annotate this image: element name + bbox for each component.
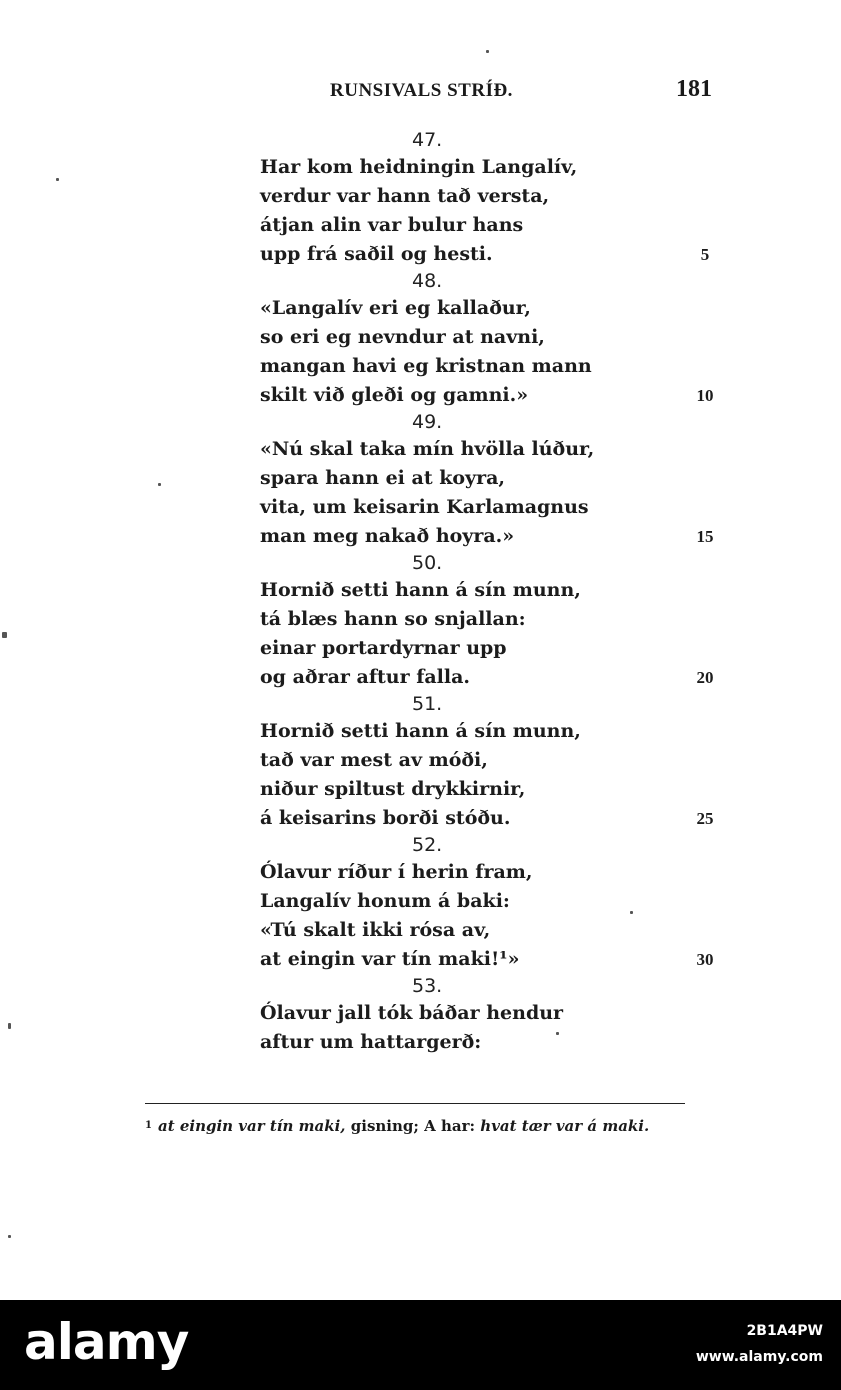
verse-line — [260, 746, 720, 775]
verse-line-text: Hornið setti hann á sín munn, — [260, 720, 581, 742]
watermark-site: www.alamy.com — [695, 1349, 823, 1365]
line-number: 5 — [700, 245, 710, 264]
scan-speck — [486, 50, 489, 53]
verse-line-text: einar portardyrnar upp — [260, 637, 507, 659]
verse-line-text: «Nú skal taka mín hvölla lúður, — [260, 438, 595, 460]
verse-line-text: Langalív honum á baki: — [260, 890, 510, 912]
scan-speck — [556, 1032, 559, 1035]
verse-line — [260, 775, 720, 804]
verse-line-text: skilt við gleði og gamni.» — [260, 384, 529, 406]
scan-speck — [8, 1235, 11, 1238]
stanza-number: 51. — [412, 693, 443, 715]
verse-line-text: verdur var hann tað versta, — [260, 185, 550, 207]
scan-speck — [8, 1023, 11, 1029]
image-id: 2B1A4PW — [746, 1323, 823, 1339]
verse-line — [260, 493, 720, 522]
verse-line-text: so eri eg nevndur at navni, — [260, 326, 545, 348]
verse-line-text: at eingin var tín maki!¹» — [260, 948, 520, 970]
verse-line-text: Har kom heidningin Langalív, — [260, 156, 578, 178]
stanza-number: 53. — [412, 975, 443, 997]
verse-line-text: niður spiltust drykkirnir, — [260, 778, 526, 800]
verse-line-text: «Tú skalt ikki rósa av, — [260, 919, 491, 941]
stanza-number: 48. — [412, 270, 443, 292]
verse-line — [260, 352, 720, 381]
verse-line — [260, 182, 720, 211]
verse-line — [260, 945, 720, 974]
verse-line — [260, 858, 720, 887]
verse-line-text: spara hann ei at koyra, — [260, 467, 506, 489]
verse-line-text: Ólavur jall tók báðar hendur — [260, 1002, 564, 1024]
line-number: 15 — [696, 527, 714, 546]
footnote-alternative: hvat tær var á maki. — [480, 1117, 650, 1135]
stanza-number: 52. — [412, 834, 443, 856]
verse-line — [260, 211, 720, 240]
verse-line — [260, 576, 720, 605]
verse-block — [260, 128, 720, 1057]
page-number: 181 — [676, 76, 712, 102]
line-number: 10 — [696, 386, 714, 405]
verse-line — [260, 323, 720, 352]
verse-line — [260, 153, 720, 182]
watermark-meta — [696, 1318, 823, 1370]
verse-line — [260, 435, 720, 464]
verse-line-text: aftur um hattargerð: — [260, 1031, 482, 1053]
stanza-number: 49. — [412, 411, 443, 433]
watermark-bar — [0, 1300, 841, 1390]
footnote — [145, 1114, 715, 1138]
verse-line-text: Ólavur ríður í herin fram, — [260, 861, 533, 883]
verse-line-text: á keisarins borði stóðu. — [260, 807, 511, 829]
scan-speck — [158, 483, 161, 486]
verse-line-text: mangan havi eg kristnan mann — [260, 355, 592, 377]
verse-line-text: «Langalív eri eg kallaður, — [260, 297, 531, 319]
verse-line — [260, 663, 720, 692]
scan-speck — [2, 632, 7, 638]
verse-line — [260, 381, 720, 410]
scan-speck — [630, 911, 633, 914]
verse-line — [260, 916, 720, 945]
verse-line — [260, 464, 720, 493]
line-number: 25 — [696, 809, 714, 828]
footnote-marker: 1 — [145, 1120, 152, 1131]
line-number: 20 — [696, 668, 714, 687]
verse-line — [260, 887, 720, 916]
verse-line — [260, 804, 720, 833]
scan-speck — [56, 178, 59, 181]
verse-line — [260, 605, 720, 634]
verse-line — [260, 294, 720, 323]
running-head: RUNSIVALS STRÍÐ. — [330, 80, 513, 101]
verse-line-text: og aðrar aftur falla. — [260, 666, 471, 688]
verse-line — [260, 999, 720, 1028]
verse-line-text: Hornið setti hann á sín munn, — [260, 579, 581, 601]
verse-line — [260, 1028, 720, 1057]
footnote-quote: at eingin var tín maki, — [157, 1117, 346, 1135]
verse-line-text: vita, um keisarin Karlamagnus — [260, 496, 589, 518]
verse-line — [260, 522, 720, 551]
footnote-text: gisning; A har: — [345, 1117, 481, 1135]
stanza-number: 47. — [412, 129, 443, 151]
stanza-number: 50. — [412, 552, 443, 574]
verse-line-text: tað var mest av móði, — [260, 749, 488, 771]
footnote-rule — [145, 1103, 685, 1104]
alamy-logo: alamy — [24, 1313, 189, 1371]
verse-line-text: man meg nakað hoyra.» — [260, 525, 515, 547]
verse-line-text: átjan alin var bulur hans — [260, 214, 524, 236]
verse-line — [260, 717, 720, 746]
line-number: 30 — [696, 950, 714, 969]
verse-line — [260, 240, 720, 269]
verse-line-text: tá blæs hann so snjallan: — [260, 608, 526, 630]
verse-line-text: upp frá saðil og hesti. — [260, 243, 493, 265]
verse-line — [260, 634, 720, 663]
